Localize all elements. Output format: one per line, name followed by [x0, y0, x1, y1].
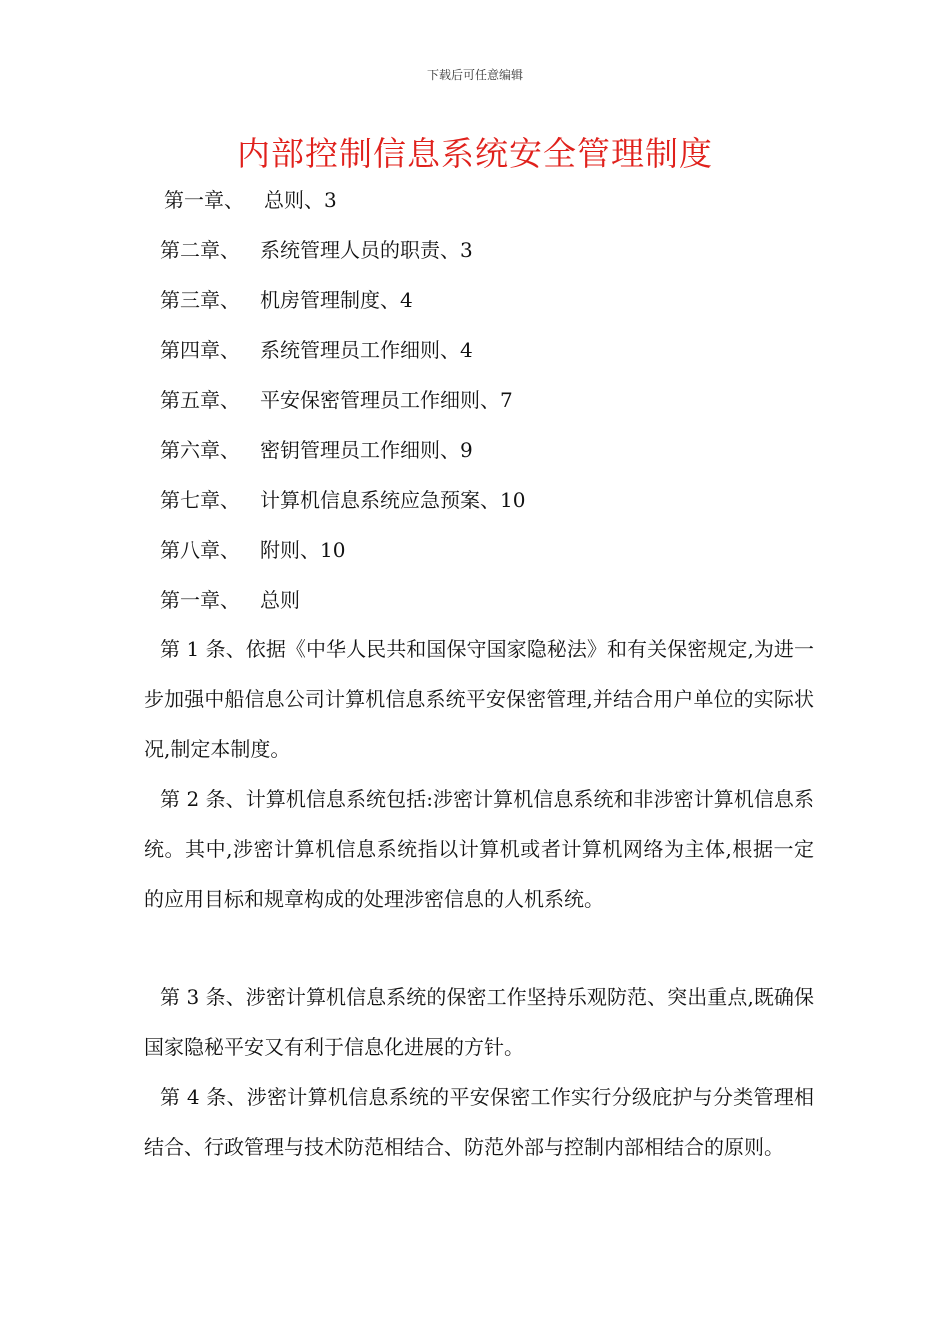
toc-chapter: 第七章、 — [160, 488, 240, 512]
chapter-heading — [160, 586, 300, 614]
toc-item — [160, 536, 345, 564]
toc-item — [160, 386, 513, 414]
toc-chapter: 第二章、 — [160, 238, 240, 262]
toc-chapter: 第一章、 — [164, 188, 244, 212]
toc-chapter: 第六章、 — [160, 438, 240, 462]
toc-text: 机房管理制度、4 — [260, 288, 413, 312]
toc-item — [160, 336, 473, 364]
chapter-number: 第一章、 — [160, 588, 240, 612]
toc-item — [164, 186, 337, 214]
toc-chapter: 第四章、 — [160, 338, 240, 362]
toc-chapter: 第八章、 — [160, 538, 240, 562]
article-paragraph: 第 2 条、计算机信息系统包括:涉密计算机信息系统和非涉密计算机信息系统。其中,涉密计算机信息系统指以计算机或者计算机网络为主体,根据一定的应用目标和规章构成的处理涉密信息的人机系统。 — [144, 787, 814, 911]
toc-text: 计算机信息系统应急预案、10 — [260, 488, 526, 512]
article-paragraph: 第 1 条、依据《中华人民共和国保守国家隐秘法》和有关保密规定,为进一步加强中船信息公司计算机信息系统平安保密管理,并结合用户单位的实际状况,制定本制度。 — [144, 637, 814, 761]
chapter-name: 总则 — [260, 588, 300, 612]
toc-item — [160, 236, 473, 264]
toc-text: 附则、10 — [260, 538, 346, 562]
toc-text: 系统管理人员的职责、3 — [260, 238, 473, 262]
page-header: 下载后可任意编辑 — [426, 68, 523, 82]
toc-text: 平安保密管理员工作细则、7 — [260, 388, 513, 412]
toc-item — [160, 436, 473, 464]
toc-chapter: 第三章、 — [160, 288, 240, 312]
toc-text: 密钥管理员工作细则、9 — [260, 438, 473, 462]
toc-item — [160, 286, 413, 314]
document-title: 内部控制信息系统安全管理制度 — [237, 134, 713, 173]
toc-text: 系统管理员工作细则、4 — [260, 338, 473, 362]
article-paragraph: 第 4 条、涉密计算机信息系统的平安保密工作实行分级庇护与分类管理相结合、行政管理与技术防范相结合、防范外部与控制内部相结合的原则。 — [144, 1085, 814, 1159]
article-paragraph: 第 3 条、涉密计算机信息系统的保密工作坚持乐观防范、突出重点,既确保国家隐秘平安又有利于信息化进展的方针。 — [144, 985, 814, 1059]
toc-text: 总则、3 — [264, 188, 337, 212]
toc-chapter: 第五章、 — [160, 388, 240, 412]
toc-item — [160, 486, 525, 514]
